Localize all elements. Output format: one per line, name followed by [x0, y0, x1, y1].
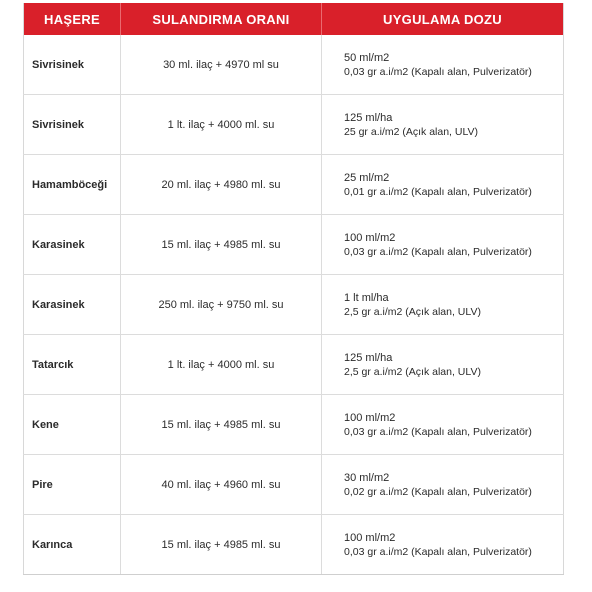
pest-cell: Kene — [24, 395, 121, 455]
ratio-cell: 15 ml. ilaç + 4985 ml. su — [121, 395, 322, 455]
dose-line-1: 100 ml/m2 — [344, 531, 396, 544]
ratio-cell: 20 ml. ilaç + 4980 ml. su — [121, 155, 322, 215]
header-ratio: SULANDIRMA ORANI — [121, 3, 322, 35]
table-row — [24, 35, 564, 95]
pest-cell: Hamamböceği — [24, 155, 121, 215]
dose-line-2: 0,03 gr a.i/m2 (Kapalı alan, Pulverizatör) — [344, 545, 532, 558]
dose-cell — [322, 395, 564, 455]
header-row — [24, 3, 564, 35]
pest-cell: Karasinek — [24, 215, 121, 275]
header-dose: UYGULAMA DOZU — [322, 3, 564, 35]
dose-line-2: 2,5 gr a.i/m2 (Açık alan, ULV) — [344, 365, 481, 378]
ratio-cell: 1 lt. ilaç + 4000 ml. su — [121, 335, 322, 395]
pest-cell: Karınca — [24, 515, 121, 575]
table-row — [24, 335, 564, 395]
dose-line-2: 0,01 gr a.i/m2 (Kapalı alan, Pulverizatör) — [344, 185, 532, 198]
ratio-cell: 1 lt. ilaç + 4000 ml. su — [121, 95, 322, 155]
dose-cell — [322, 215, 564, 275]
dose-line-1: 30 ml/m2 — [344, 471, 390, 484]
ratio-cell: 15 ml. ilaç + 4985 ml. su — [121, 515, 322, 575]
dose-cell — [322, 35, 564, 95]
dose-line-1: 125 ml/ha — [344, 351, 393, 364]
pest-cell: Sivrisinek — [24, 95, 121, 155]
dose-cell — [322, 455, 564, 515]
table-row — [24, 395, 564, 455]
pest-cell: Karasinek — [24, 275, 121, 335]
table-row — [24, 515, 564, 575]
dose-line-1: 1 lt ml/ha — [344, 291, 389, 304]
dose-line-2: 0,02 gr a.i/m2 (Kapalı alan, Pulverizatör) — [344, 485, 532, 498]
dose-cell — [322, 275, 564, 335]
dosage-table — [23, 3, 564, 575]
table-row — [24, 155, 564, 215]
dose-line-1: 100 ml/m2 — [344, 411, 396, 424]
table-row — [24, 95, 564, 155]
pest-cell: Tatarcık — [24, 335, 121, 395]
table-row — [24, 275, 564, 335]
dose-line-2: 25 gr a.i/m2 (Açık alan, ULV) — [344, 125, 479, 138]
dose-cell — [322, 515, 564, 575]
dose-cell — [322, 95, 564, 155]
ratio-cell: 40 ml. ilaç + 4960 ml. su — [121, 455, 322, 515]
table-row — [24, 455, 564, 515]
dose-line-1: 50 ml/m2 — [344, 51, 390, 64]
dose-line-1: 25 ml/m2 — [344, 171, 390, 184]
dose-cell — [322, 335, 564, 395]
dose-line-1: 125 ml/ha — [344, 111, 393, 124]
table-header — [24, 3, 564, 35]
dose-line-2: 0,03 gr a.i/m2 (Kapalı alan, Pulverizatör) — [344, 425, 532, 438]
ratio-cell: 250 ml. ilaç + 9750 ml. su — [121, 275, 322, 335]
ratio-cell: 30 ml. ilaç + 4970 ml su — [121, 35, 322, 95]
dose-line-1: 100 ml/m2 — [344, 231, 396, 244]
ratio-cell: 15 ml. ilaç + 4985 ml. su — [121, 215, 322, 275]
table-row — [24, 215, 564, 275]
dose-line-2: 0,03 gr a.i/m2 (Kapalı alan, Pulverizatör) — [344, 65, 532, 78]
dose-cell — [322, 155, 564, 215]
header-pest: HAŞERE — [24, 3, 121, 35]
dose-line-2: 0,03 gr a.i/m2 (Kapalı alan, Pulverizatör) — [344, 245, 532, 258]
pest-cell: Pire — [24, 455, 121, 515]
table-body — [24, 35, 564, 575]
pest-cell: Sivrisinek — [24, 35, 121, 95]
dose-line-2: 2,5 gr a.i/m2 (Açık alan, ULV) — [344, 305, 481, 318]
